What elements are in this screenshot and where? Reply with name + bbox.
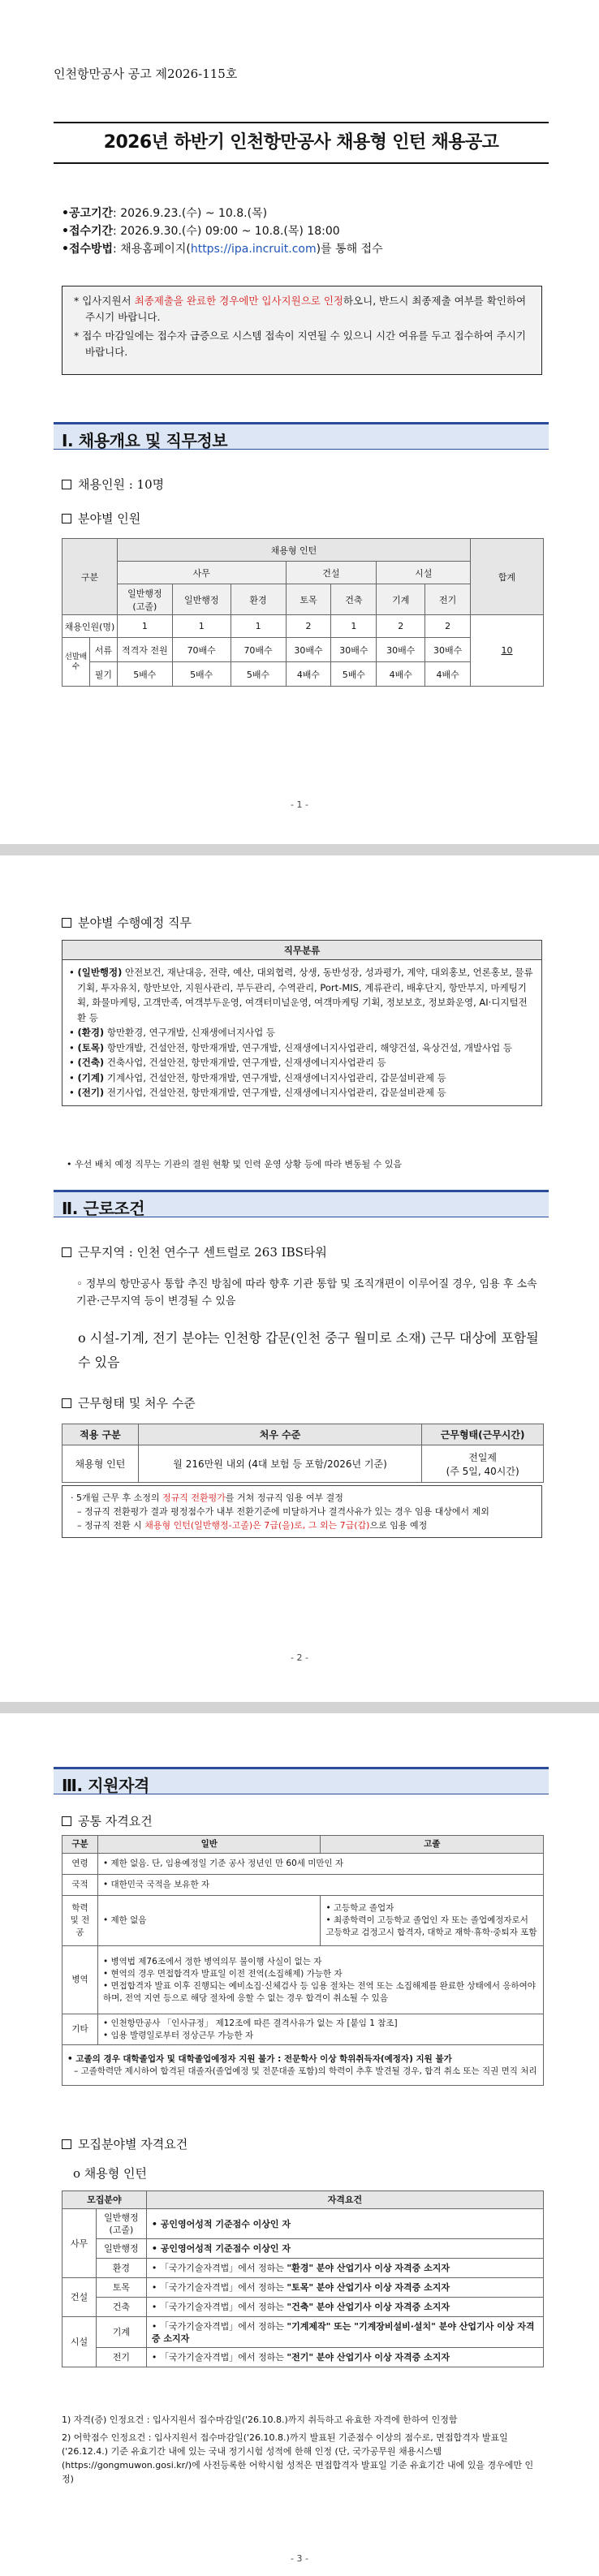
section-1-header: Ⅰ. 채용개요 및 직무정보 — [54, 422, 549, 450]
recruit-site-link[interactable]: https://ipa.incruit.com — [190, 243, 317, 256]
duties-body — [62, 960, 541, 1105]
title-top-rule — [54, 122, 549, 123]
table-row: 학력 및 전공 • 제한 없음 • 고등학교 졸업자 • 최종학력이 고등학교 졸업인 자 또는 졸업예정자로서 고등학교 검정고시 합격자, 대학교 재학·휴학·중퇴자 포함 — [62, 1896, 544, 1946]
duty-line: • (환경) 항만환경, 연구개발, 신재생에너지사업 등 — [69, 1027, 275, 1038]
th-field: 모집분야 — [62, 2191, 147, 2209]
note-deadline: * 접수 마감일에는 접수자 급증으로 시스템 접속이 지연될 수 있으니 시간 여유를 두고 접수하여 주시기 바랍니다. — [74, 330, 526, 358]
notice-number: 인천항만공사 공고 제2026-115호 — [54, 67, 238, 81]
duty-line: • (건축) 건축사업, 건설안전, 항만재개발, 연구개발, 신재생에너지사업관리 등 — [69, 1057, 386, 1068]
table-row: 환경 • 「국가기술자격법」에서 정하는 "환경" 분야 산업기사 이상 자격증 소지자 — [62, 2259, 544, 2278]
field-qual-title: 모집분야별 자격요건 — [62, 2135, 187, 2152]
common-qual-table — [62, 1835, 544, 2086]
period-value: : 2026.9.23.(수) ~ 10.8.(목) — [113, 207, 268, 220]
th-arch: 건축 — [331, 584, 377, 615]
page-title: 2026년 하반기 인천항만공사 채용형 인턴 채용공고 — [103, 132, 499, 153]
square-bullet-icon — [62, 1398, 71, 1408]
table-row: • 고졸의 경우 대학졸업자 및 대학졸업예정자 지원 불가 : 전문학사 이상 학위취득자(예정자) 지원 불가 – 고졸학력만 제시하여 합격된 대졸자(졸업예정 및 전문대졸 포함)의 학력이 추후 발견될 경우, 합격 취소 또는 직권 면직 처리 — [62, 2045, 544, 2086]
page-gap — [0, 844, 599, 855]
table-row: 기타 • 인천항만공사 「인사규정」 제12조에 따른 결격사유가 없는 자 [붙임 1 참조] • 임용 발령일로부터 정상근무 가능한 자 — [62, 2014, 544, 2045]
merger-note: ◦ 정부의 항만공사 통합 추진 방침에 따라 향후 기관 통합 및 조직개편이 이루어질 경우, 임용 후 소속기관·근무지역 등이 변경될 수 있음 — [76, 1278, 537, 1307]
row-count-label: 채용인원(명) — [62, 615, 118, 638]
lock-gate-note: o 시설-기계, 전기 분야는 인천항 갑문(인천 중구 월미로 소재) 근무 대상에 포함될 수 있음 — [78, 1330, 539, 1370]
square-bullet-icon — [62, 1816, 71, 1826]
summary-block — [62, 205, 383, 258]
table-row: 필기 5배수 5배수 5배수 4배수 5배수 4배수 4배수 — [62, 662, 544, 687]
conversion-line-1: · 5개월 근무 후 소정의 정규직 전환평가를 거쳐 정규직 임용 여부 결정 — [71, 1493, 343, 1503]
method-post: )를 통해 접수 — [316, 243, 383, 256]
duty-line: • (일반행정) 안전보건, 재난대응, 전략, 예산, 대외협력, 상생, 동반성장, 성과평가, 계약, 대외홍보, 언론홍보, 물류기획, 투자유치, 항만보안, 지원사관리, 부두관리, 수역관리, Port-MIS, 계류관리, 배후단지, 항만부지, 마케팅기획, 화물마케팅, 고객만족, 여객부두운영, 여객터미널운영, 여객마케팅 기획, 정보보호, 정보화운영, AI·디지털전환 등 — [69, 967, 533, 1023]
th-gen-admin-high: 일반행정 (고졸) — [117, 584, 172, 615]
method-label: •접수방법 — [62, 243, 114, 256]
th-construction: 건설 — [286, 562, 377, 584]
section-2-header: Ⅱ. 근로조건 — [54, 1190, 549, 1217]
table-row: 연령 • 제한 없음. 단, 임용예정일 기준 공사 정년인 만 60세 미만인 자 — [62, 1854, 544, 1875]
intern-subtitle: o 채용형 인턴 — [73, 2166, 148, 2181]
footnote-2: 2) 어학점수 인정요건 : 입사지원서 접수마감일('26.10.8.)까지 발표된 기준점수 이상의 점수로, 면접합격자 발표일('26.12.4.) 기준 유효기간 내에 있는 국내 정기시험 성적에 한해 인정 (단, 국가공무원 채용시스템(https://gongmuwon.gosi.kr/)에 사전등록한 어학시험 성적은 면접합격자 발표일 기준 유효기간 내에 있을 경우에만 인정) — [62, 2432, 534, 2484]
title-bottom-rule — [54, 162, 549, 164]
page-gap — [0, 1702, 599, 1713]
table-row: 국적 • 대한민국 국적을 보유한 자 — [62, 1875, 544, 1896]
row-written-label: 필기 — [89, 662, 117, 687]
square-bullet-icon — [62, 514, 71, 523]
th-civil: 토목 — [286, 584, 331, 615]
conversion-line-2: – 정규직 전환평가 결과 평정점수가 내부 전환기준에 미달하거나 결격사유가 있는 경우 임용 대상에서 제외 — [77, 1506, 489, 1517]
th-work-type: 근무형태(근무시간) — [422, 1424, 544, 1445]
duties-title: 분야별 수행예정 직무 — [62, 914, 192, 931]
table-row: 병역 • 병역법 제76조에서 정한 병역의무 불이행 사실이 없는 자 • 현역의 경우 면접합격자 발표일 이전 전역(소집해제) 가능한 자 • 면접합격자 발표 이후 진행되는 예비소집·신체검사 등 임용 절차는 전역 또는 소집해제를 완료한 상태에서 응하여야 하며, 전역 지연 등으로 해당 절차에 응할 수 없는 경우 합격이 취소될 수 있음 — [62, 1946, 544, 2014]
table-row: 시설 기계 • 「국가기술자격법」에서 정하는 "기계제작" 또는 "기계장비설비·설치" 분야 산업기사 이상 자격증 소지자 — [62, 2317, 544, 2348]
work-type-title: 근무형태 및 처우 수준 — [62, 1394, 196, 1411]
th-div: 구분 — [62, 1836, 98, 1854]
conversion-box — [62, 1485, 542, 1538]
by-field-title: 분야별 인원 — [62, 510, 140, 527]
th-office: 사무 — [117, 562, 286, 584]
row-doc-label: 서류 — [89, 638, 117, 662]
th-intern: 채용형 인턴 — [117, 539, 470, 562]
table-row: 일반행정 • 공인영어성적 기준점수 이상인 자 — [62, 2239, 544, 2259]
section-3-header: Ⅲ. 지원자격 — [54, 1767, 549, 1794]
field-qual-table — [62, 2190, 544, 2367]
th-requirement: 자격요건 — [146, 2191, 543, 2209]
square-bullet-icon — [62, 918, 71, 928]
staffing-table — [62, 538, 544, 687]
square-bullet-icon — [62, 1247, 71, 1257]
page-3 — [0, 1713, 599, 2576]
th-gen-admin: 일반행정 — [172, 584, 231, 615]
note-final-submit: * 입사지원서 최종제출을 완료한 경우에만 입사지원으로 인정하오니, 반드시 최종제출 여부를 확인하여 주시기 바랍니다. — [74, 295, 527, 323]
conversion-line-3: – 정규직 전환 시 채용형 인턴(일반행정-고졸)은 7급(을)로, 그 외는 7급(갑)으로 임용 예정 — [77, 1520, 428, 1531]
duty-line: • (기계) 기계사업, 건설안전, 항만재개발, 연구개발, 신재생에너지사업관리, 갑문설비관제 등 — [69, 1071, 446, 1083]
th-elec: 전기 — [425, 584, 471, 615]
row-step-label: 선발배수 — [62, 638, 90, 687]
work-location: 근무지역 : 인천 연수구 센트럴로 263 IBS타워 — [62, 1243, 327, 1260]
duties-note: • 우선 배치 예정 직무는 기관의 결원 현황 및 인력 운영 상황 등에 따라 변동될 수 있음 — [67, 1159, 403, 1170]
square-bullet-icon — [62, 2139, 71, 2149]
table-row: 건설 토목 • 「국가기술자격법」에서 정하는 "토목" 분야 산업기사 이상 자격증 소지자 — [62, 2278, 544, 2298]
th-apply: 적용 구분 — [62, 1424, 139, 1445]
th-total: 합계 — [471, 539, 544, 615]
table-row: 채용인원(명) 1 1 1 2 1 2 2 10 — [62, 615, 544, 638]
duties-head: 직무분류 — [62, 941, 541, 960]
receipt-label: •접수기간 — [62, 225, 114, 238]
method-pre: : 채용홈페이지( — [113, 243, 191, 256]
footnote-1: 1) 자격(증) 인정요건 : 입사지원서 접수마감일('26.10.8.)까지 취득하고 유효한 자격에 한하여 인정함 — [62, 2414, 458, 2425]
table-row: 건축 • 「국가기술자격법」에서 정하는 "건축" 분야 산업기사 이상 자격증 소지자 — [62, 2298, 544, 2317]
page-number: - 2 - — [291, 1652, 308, 1663]
note-final-submit-red: 최종제출을 완료한 경우에만 입사지원으로 인정 — [134, 295, 343, 307]
th-high: 고졸 — [321, 1836, 544, 1854]
duty-line: • (전기) 전기사업, 건설안전, 항만재개발, 연구개발, 신재생에너지사업관리, 갑문설비관제 등 — [69, 1087, 446, 1098]
hiring-count: 채용인원 : 10명 — [62, 476, 164, 493]
page-number: - 1 - — [291, 799, 308, 810]
th-env: 환경 — [231, 584, 286, 615]
table-row: 채용형 인턴 월 216만원 내외 (4대 보험 등 포함/2026년 기준) 전일제 (주 5일, 40시간) — [62, 1445, 544, 1483]
table-row: 사무 일반행정 (고졸) • 공인영어성적 기준점수 이상인 자 — [62, 2209, 544, 2239]
th-pay: 처우 수준 — [138, 1424, 421, 1445]
common-title: 공통 자격요건 — [62, 1812, 153, 1829]
th-mech: 기계 — [377, 584, 425, 615]
receipt-value: : 2026.9.30.(수) 09:00 ~ 10.8.(목) 18:00 — [113, 225, 340, 238]
th-facility: 시설 — [377, 562, 471, 584]
pay-table — [62, 1424, 544, 1483]
square-bullet-icon — [62, 480, 71, 489]
period-label: •공고기간 — [62, 207, 114, 220]
page-2 — [0, 855, 599, 1702]
page-number: - 3 - — [291, 2553, 308, 2564]
notice-box — [62, 286, 542, 375]
duty-line: • (토목) 항만개발, 건설안전, 항만재개발, 연구개발, 신재생에너지사업관리, 해양건설, 육상건설, 개발사업 등 — [69, 1041, 513, 1053]
page-1 — [0, 0, 599, 844]
table-row: 선발배수 서류 적격자 전원 70배수 70배수 30배수 30배수 30배수 30배수 — [62, 638, 544, 662]
duties-box — [62, 940, 542, 1106]
th-group: 구분 — [62, 539, 118, 615]
th-general: 일반 — [97, 1836, 321, 1854]
table-row: 전기 • 「국가기술자격법」에서 정하는 "전기" 분야 산업기사 이상 자격증 소지자 — [62, 2348, 544, 2367]
total-count: 10 — [471, 615, 544, 687]
